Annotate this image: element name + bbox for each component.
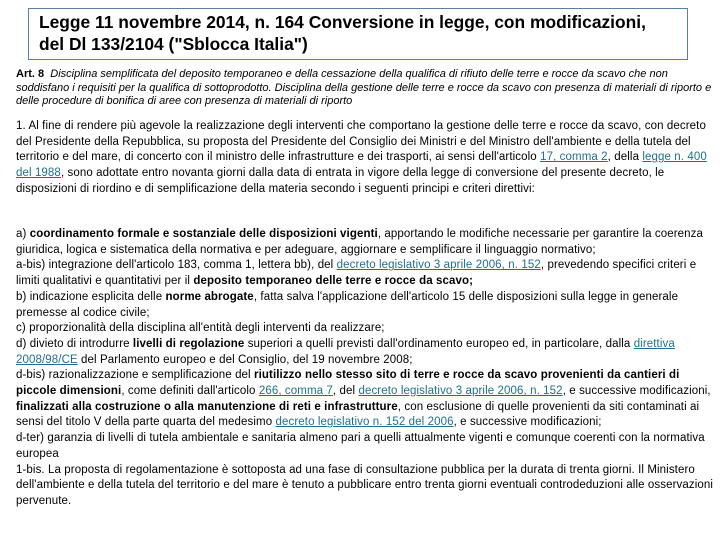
title-line-2: del Dl 133/2104 ("Sblocca Italia") (39, 34, 308, 54)
criteria-list (16, 227, 716, 510)
link-art-266-comma-7[interactable]: 266, comma 7 (258, 385, 333, 398)
item-d-bis-text-4: , e successive modificazioni, (562, 385, 711, 398)
item-b-text-2: , fatta salva l'applicazione dell'articolo 15 delle disposizioni sulla legge in generale premesse al codice civile; (16, 290, 679, 319)
item-d-bis-text-6: , e successive modificazioni; (453, 416, 602, 429)
paragraph-1-bis: 1-bis. La proposta di regolamentazione è sottoposta ad una fase di consultazione pubblica per la durata di trenta giorni. Il Ministero dell'ambiente e della tutela del territorio e del mare è tenuto a pubblicare entro trenta giorni eventuali controdeduzioni alle osservazioni pervenute. (16, 463, 714, 507)
link-dlgs-152-2006-b[interactable]: decreto legislativo 3 aprile 2006, n. 152 (358, 385, 563, 398)
paragraph-1-text-a: 1. Al fine di rendere più agevole la realizzazione degli interventi che comportano la gestione delle terre e rocce da scavo, con decreto del Presidente della Repubblica, su proposta del Presidente del Consiglio dei Ministri e del Ministro dell'ambiente e della tutela del territorio e del mare, di concerto con il ministro delle infrastrutture e dei trasporti, ai sensi dell'articolo (16, 120, 706, 164)
item-d-bis-text-2: , come definiti dall'articolo (121, 385, 259, 398)
page-title (28, 8, 688, 60)
link-legge-400-1988[interactable]: legge n. 400 del 1988 (16, 151, 707, 180)
item-b (16, 290, 716, 321)
item-c: c) proporzionalità della disciplina all'entità degli interventi da realizzare; (16, 322, 385, 335)
item-a-bis-text-2: , prevedendo specifici criteri e limiti qualitativi e quantitativi per il (16, 259, 697, 288)
item-d-ter: d-ter) garanzia di livelli di tutela ambientale e sanitaria almeno pari a quelli attualmente vigenti e comunque coerenti con la normativa europea (16, 432, 705, 460)
item-d-text: d) divieto di introdurre (16, 337, 133, 350)
paragraph-1 (16, 119, 716, 198)
item-a (16, 227, 716, 258)
item-a-bold: coordinamento formale e sostanziale delle disposizioni vigenti (29, 228, 378, 240)
item-a-text: , apportando le modifiche necessarie per garantire la coerenza giuridica, logica e sistematica della normativa e per adeguare, aggiornare e semplificare il linguaggio normativo; (16, 228, 704, 256)
item-a-bis (16, 258, 716, 289)
item-d-bold: livelli di regolazione (132, 337, 245, 350)
item-d-bis-text-3: , del (332, 385, 359, 398)
item-d-bis-bold-2: finalizzati alla costruzione o alla manutenzione di reti e infrastrutture (16, 400, 398, 413)
item-d-bis-bold-1: riutilizzo nello stesso sito di terre e rocce da scavo provenienti da cantieri di piccole dimensioni (16, 369, 680, 398)
item-d-bis-text-5: , con esclusione di quelle provenienti da siti contaminati ai sensi del titolo V della parte quarta del medesimo (16, 400, 700, 429)
item-d-bis (16, 368, 716, 431)
item-a-bis-bold: deposito temporaneo delle terre e rocce da scavo; (193, 275, 474, 288)
item-d-bis-text: d-bis) razionalizzazione e semplificazione del (16, 369, 255, 382)
item-b-text: b) indicazione esplicita delle (16, 290, 166, 303)
item-d (16, 337, 716, 368)
link-dlgs-152-2006[interactable]: decreto legislativo 3 aprile 2006, n. 152 (336, 259, 541, 272)
link-article-17[interactable]: 17, comma 2 (540, 151, 608, 164)
article-title: Disciplina semplificata del deposito temporaneo e della cessazione della qualifica di rifiuto delle terre e rocce da scavo che non soddisfano i requisiti per la qualifica di sottoprodotto. Disciplina della gestione delle terre e rocce da scavo con presenza di materiali di riporto e delle procedure di bonifica di aree con presenza di materiali di riporto (16, 68, 712, 108)
item-a-bis-text: a-bis) integrazione dell'articolo 183, comma 1, lettera bb), del (16, 259, 337, 272)
title-line-1: Legge 11 novembre 2014, n. 164 Conversione in legge, con modificazioni, (39, 12, 646, 32)
paragraph-1-text-b: , della (607, 151, 643, 164)
article-number: Art. 8 (16, 68, 45, 80)
link-direttiva-2008-98[interactable]: direttiva 2008/98/CE (16, 337, 675, 366)
link-dlgs-152-2006-c[interactable]: decreto legislativo n. 152 del 2006 (275, 416, 454, 429)
item-b-bold: norme abrogate (165, 290, 254, 303)
paragraph-1-text-c: , sono adottate entro novanta giorni dalla data di entrata in vigore della legge di conversione del presente decreto, le disposizioni di riordino e di semplificazione della materia secondo i seguenti principi e criteri direttivi: (16, 167, 665, 195)
item-a-label: a) (16, 228, 30, 240)
item-d-text-2: superiori a quelli previsti dall'ordinamento europeo ed, in particolare, dalla (244, 337, 634, 350)
article-heading (16, 68, 716, 109)
item-d-text-3: del Parlamento europeo e del Consiglio, del 19 novembre 2008; (77, 353, 413, 366)
